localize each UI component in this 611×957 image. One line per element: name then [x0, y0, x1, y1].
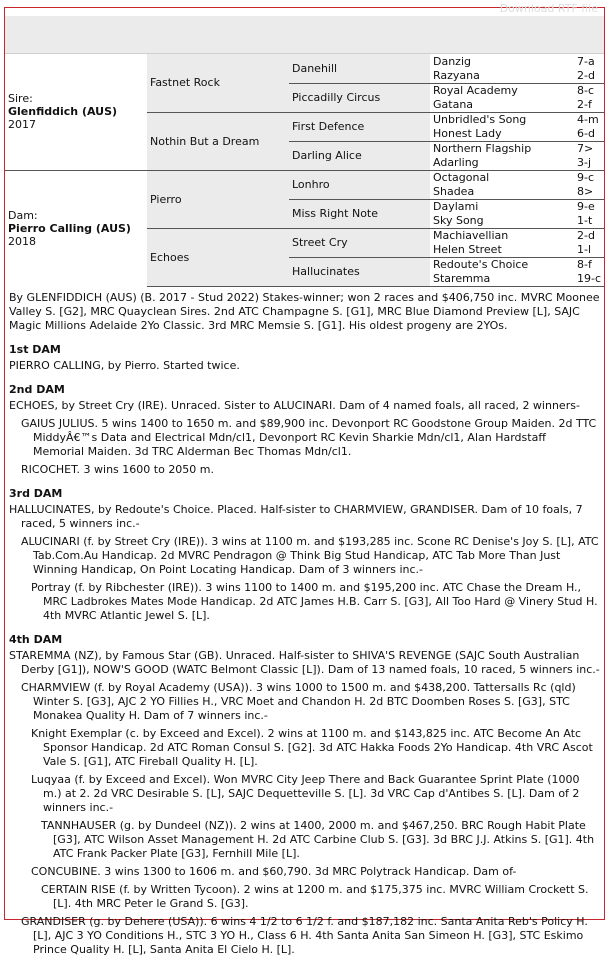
- sire-cell: [5, 54, 147, 170]
- g4-2: Royal Academy Gatana: [430, 83, 574, 112]
- sire-summary: By GLENFIDDICH (AUS) (B. 2017 - Stud 2022) Stakes-winner; won 2 races and $406,750 inc. MVRC Moonee Valley S. [G2], MRC Quayclean Sires. 2nd ATC Champagne S. [G1], MRC Blue Diamond Preview [L], SAJC Magic Millions Adelaide 2Yo Classic. 3rd MRC Memsie S. [G1]. His oldest progeny are 2YOs.: [9, 290, 600, 332]
- dam-cell: [5, 170, 147, 286]
- dam4-entry: TANNHAUSER (g. by Dundeel (NZ)). 2 wins at 1400, 2000 m. and $467,250. BRC Rough Habit Plate [G3], ATC Wilson Asset Management H. 2d ATC Carbine Club S. [G3]. 3d BRC J.J. Atkins S. [G1]. 4th ATC Frank Packer Plate [G3], Fernhill Mile [L].: [41, 818, 595, 860]
- g4-2-family: 8-c 2-f: [574, 83, 604, 112]
- dam4-entry: CERTAIN RISE (f. by Written Tycoon). 2 wins at 1200 m. and $175,375 inc. MVRC William Crockett S. [L]. 4th MRC Peter le Grand S. [G3].: [41, 882, 589, 910]
- dam2-heading: 2nd DAM: [9, 382, 65, 396]
- g4-1-family: 7-a 2-d: [574, 54, 604, 83]
- sire-dam[interactable]: Nothin But a Dream: [147, 112, 289, 170]
- dam4-entry: CHARMVIEW (f. by Royal Academy (USA)). 3 wins 1000 to 1500 m. and $438,200. Tattersalls Rc (qld) Winter S. [G3], AJC 2 YO Fillies H., VRC Moet and Chandon H. 2d BTC Doomben Roses S. [G3], STC Monakea Quality H. Dam of 7 winners inc.-: [21, 680, 576, 722]
- dam-year: 2018: [8, 234, 36, 248]
- dam1-text: PIERRO CALLING, by Pierro. Started twice.: [9, 358, 240, 372]
- sire-role: Sire:: [8, 92, 33, 106]
- g4-5-family: 9-c 8>: [574, 170, 604, 199]
- dam-sire[interactable]: Pierro: [147, 170, 289, 228]
- g4-1: Danzig Razyana: [430, 54, 574, 83]
- pedigree-page: [4, 2, 605, 956]
- dam2-entry: RICOCHET. 3 wins 1600 to 2050 m.: [21, 462, 215, 476]
- g3-2[interactable]: Piccadilly Circus: [289, 83, 430, 112]
- g3-7[interactable]: Street Cry: [289, 228, 430, 257]
- dam-dam[interactable]: Echoes: [147, 228, 289, 286]
- g4-6: Daylami Sky Song: [430, 199, 574, 228]
- catalogue-text: [5, 287, 604, 957]
- g4-5: Octagonal Shadea: [430, 170, 574, 199]
- g4-3-family: 4-m 6-d: [574, 112, 604, 141]
- dam4-heading: 4th DAM: [9, 632, 63, 646]
- header-bar: [5, 16, 604, 54]
- dam4-entry: GRANDISER (g. by Dehere (USA)). 6 wins 4 1/2 to 6 1/2 f. and $187,182 inc. Santa Anita Reb's Policy H. [L], AJC 3 YO Conditions H., STC 3 YO H., Class 6 H. 4th Santa Anita San Simeon H. [G3], STC Eskimo Prince Quality H. [L], Santa Anita El Cielo H. [L].: [21, 914, 588, 956]
- g4-7-family: 2-d 1-l: [574, 228, 604, 257]
- g4-7: Machiavellian Helen Street: [430, 228, 574, 257]
- dam2-entry: GAIUS JULIUS. 5 wins 1400 to 1650 m. and $89,900 inc. Devonport RC Goodstone Group Maiden. 2d TTC MiddyÂ€™s Data and Electrical Mdn/cl1, Devonport RC Kevin Sharkie Mdn/cl1, Alan Hardstaff Memorial Maiden. 3d TRC Alderman Bec Thomas Mdn/cl1.: [21, 416, 597, 458]
- g3-4[interactable]: Darling Alice: [289, 141, 430, 170]
- g3-8[interactable]: Hallucinates: [289, 257, 430, 286]
- g4-3: Unbridled's Song Honest Lady: [430, 112, 574, 141]
- dam3-text: HALLUCINATES, by Redoute's Choice. Placed. Half-sister to CHARMVIEW, GRANDISER. Dam of 10 foals, 7 raced, 5 winners inc.-: [9, 502, 583, 530]
- g4-6-family: 9-e 1-t: [574, 199, 604, 228]
- sire-year: 2017: [8, 118, 36, 132]
- sire-name[interactable]: Glenfiddich (AUS): [8, 105, 118, 119]
- dam1-heading: 1st DAM: [9, 342, 61, 356]
- g4-8-family: 8-f 19-c: [574, 257, 604, 286]
- dam2-text: ECHOES, by Street Cry (IRE). Unraced. Sister to ALUCINARI. Dam of 4 named foals, all raced, 2 winners-: [9, 398, 580, 412]
- g3-3[interactable]: First Defence: [289, 112, 430, 141]
- dam4-entry: Luqyaa (f. by Exceed and Excel). Won MVRC City Jeep There and Back Guarantee Sprint Plate (1000 m.) at 2. 2d VRC Desirable S. [L], SAJC Dequetteville S. [L]. 3d VRC Cap d'Antibes S. [L]. Dam of 2 winners inc.-: [31, 772, 580, 814]
- g4-4: Northern Flagship Adarling: [430, 141, 574, 170]
- g3-6[interactable]: Miss Right Note: [289, 199, 430, 228]
- dam4-text: STAREMMA (NZ), by Famous Star (GB). Unraced. Half-sister to SHIVA'S REVENGE (SAJC South Australian Derby [G1]), NOW'S GOOD (WATC Belmont Classic [L]). Dam of 13 named foals, 10 raced, 5 winners inc.-: [9, 648, 600, 676]
- dam4-entry: Knight Exemplar (c. by Exceed and Excel). 2 wins at 1100 m. and $143,825 inc. ATC Become An Atc Sponsor Handicap. 2d ATC Roman Consul S. [G2]. 3d ATC Hakka Foods 2Yo Handicap. 4th VRC Ascot Vale S. [G1], ATC Fireball Quality H. [L].: [31, 726, 593, 768]
- g3-1[interactable]: Danehill: [289, 54, 430, 83]
- dam3-entry: Portray (f. by Ribchester (IRE)). 3 wins 1100 to 1400 m. and $195,200 inc. ATC Chase the Dream H., MRC Ladbrokes Mates Mode Handicap. 2d ATC James H.B. Carr S. [G3], All Too Hard @ Vinery Stud H. 4th MVRC Atlantic Jewel S. [L].: [31, 580, 598, 622]
- g4-4-family: 7> 3-j: [574, 141, 604, 170]
- download-link[interactable]: Download RTF file: [499, 2, 598, 15]
- dam4-entry: CONCUBINE. 3 wins 1300 to 1606 m. and $60,790. 3d MRC Polytrack Handicap. Dam of-: [31, 864, 517, 878]
- pedigree-table: [5, 54, 604, 287]
- dam-name[interactable]: Pierro Calling (AUS): [8, 221, 131, 235]
- g4-8: Redoute's Choice Staremma: [430, 257, 574, 286]
- sire-sire[interactable]: Fastnet Rock: [147, 54, 289, 112]
- dam3-heading: 3rd DAM: [9, 486, 63, 500]
- dam3-entry: ALUCINARI (f. by Street Cry (IRE)). 3 wins at 1100 m. and $193,285 inc. Scone RC Denise's Joy S. [L], ATC Tab.Com.Au Handicap. 2d MVRC Pendragon @ Think Big Stud Handicap, ATC Tab More Than Just Winning Handicap, On Point Locating Handicap. Dam of 3 winners inc.-: [21, 534, 599, 576]
- g3-5[interactable]: Lonhro: [289, 170, 430, 199]
- dam-role: Dam:: [8, 208, 38, 222]
